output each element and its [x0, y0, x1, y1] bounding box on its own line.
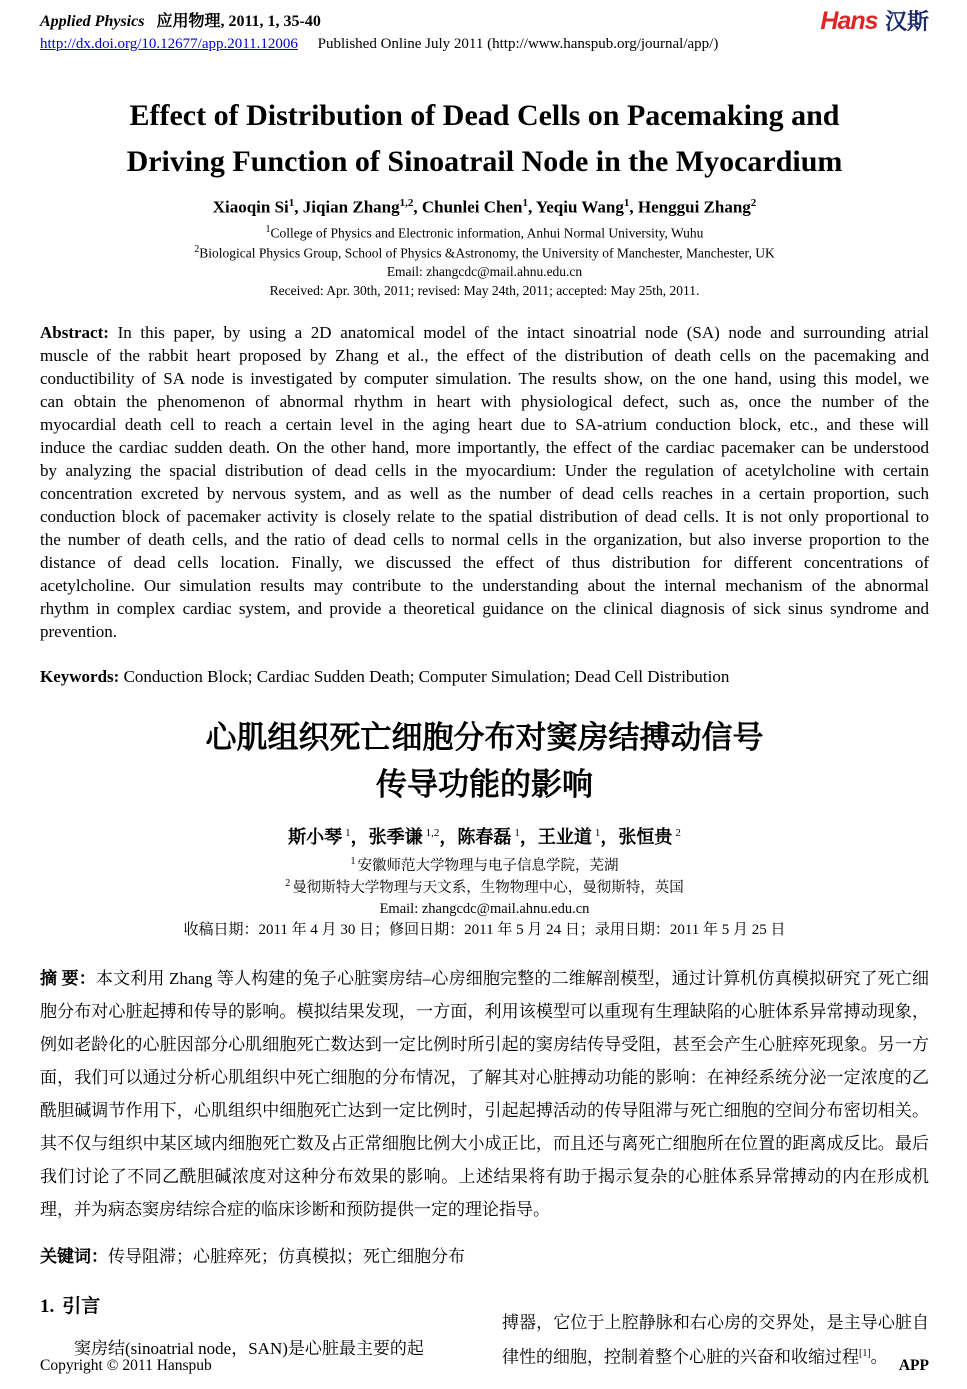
authors-en	[40, 197, 929, 218]
author-name: Xiaoqin Si	[212, 197, 289, 217]
affiliation-line	[40, 243, 929, 263]
hans-logo-cjk: 汉斯	[884, 9, 929, 34]
affiliation-text: 曼彻斯特大学物理与天文系，生物物理中心，曼彻斯特，英国	[292, 880, 684, 897]
affiliation-marker: 2	[285, 878, 291, 890]
paper-title-en	[40, 93, 929, 184]
author-affil-marker: 1,2	[425, 827, 440, 840]
author-affil-marker: 1	[594, 827, 601, 840]
affiliation-marker: 2	[194, 243, 200, 255]
author-separator: ，	[439, 827, 458, 848]
affiliations-en	[40, 223, 929, 301]
paper-title-cn	[40, 715, 929, 808]
section-heading	[40, 1291, 472, 1318]
author-separator: ，	[600, 827, 619, 848]
hans-logo	[820, 5, 929, 36]
author-affil-marker: 2	[750, 197, 757, 210]
doi-link[interactable]: http://dx.doi.org/10.12677/app.2011.12006	[40, 36, 298, 52]
author-separator: ，	[350, 827, 369, 848]
cn-keywords-label: 关键词：	[40, 1246, 108, 1266]
author-name: 王业道	[537, 827, 592, 848]
author-affil-marker: 1	[288, 197, 295, 210]
abstract-text: In this paper, by using a 2D anatomical model of the intact sinoatrial node (SA) node and surrounding atrial muscle of the rabbit heart proposed by Zhang et al., the effect of the distribution of death cells on the pacemaking and conductibility of SA node is investigated by computer simulation. The results show, on the one hand, using this model, we can obtain the phenomenon of abnormal rhythm in heart with physiological defect, such as, once the number of the myocardial death cell to reach a certain level in the aging heart due to SA-atrium conduction block, etc., and these will induce the cardiac sudden death. On the other hand, more importantly, the effect of the cardiac pacemaker can be understood by analyzing the spacial distribution of dead cells in the myocardium: Under the regulation of acetylcholine with certain concentration excreted by nervous system, and as well as the number of dead cells reaches in a certain proportion, such conduction block of pacemaker activity is closely relate to the spatial distribution of dead cells. It is not only proportional to the number of death cells, and the ratio of dead cells to normal cells in the organization, but also inverse proportion to the distance of dead cells location. Finally, we discussed the effect of thus distribution for different concentrations of acetylcholine. Our simulation results may contribute to the understanding about the internal mechanism of the abnormal rhythm in complex cardiac system, and provide a theoretical guidance on the clinical diagnosis of sick sinus syndrome and prevention.	[40, 323, 929, 642]
email-line: Email: zhangcdc@mail.ahnu.edu.cn	[386, 264, 583, 280]
affiliation-line	[40, 223, 929, 243]
author-affil-marker: 2	[675, 827, 681, 840]
affiliation-line	[40, 855, 929, 877]
published-info: Published Online July 2011 (http://www.hanspub.org/journal/app/)	[317, 36, 719, 52]
author-separator: ,	[294, 197, 303, 217]
affiliation-line	[40, 877, 929, 899]
doi-line	[40, 36, 929, 53]
affiliation-marker: 1	[265, 223, 271, 235]
keywords-text: Conduction Block; Cardiac Sudden Death; Computer Simulation; Dead Cell Distribution	[123, 667, 730, 687]
author-name: 斯小琴	[288, 827, 343, 848]
author-affil-marker: 1	[514, 827, 520, 840]
author-separator: ,	[527, 197, 536, 217]
paper-title-line2: Driving Function of Sinoatrail Node in the Myocardium	[126, 144, 843, 178]
author-separator: ，	[519, 827, 538, 848]
intro-paragraph-left: 窦房结(sinoatrial node，SAN)是心脏最主要的起	[74, 1338, 424, 1358]
abstract-cn	[40, 962, 929, 1226]
email-line: Email: zhangcdc@mail.ahnu.edu.cn	[379, 901, 590, 918]
keywords-cn	[40, 1242, 929, 1267]
author-separator: ,	[629, 197, 638, 217]
author-affil-marker: 1	[522, 197, 528, 210]
author-name: 陈春磊	[457, 827, 512, 848]
intro-right-end: 。	[870, 1347, 888, 1367]
author-name: 张恒贵	[618, 827, 673, 848]
section-title: 引言	[62, 1295, 101, 1317]
cn-abstract-label: 摘 要：	[40, 968, 96, 988]
journal-name: Applied Physics	[40, 13, 145, 30]
keywords-en	[40, 667, 929, 687]
affiliation-text: Biological Physics Group, School of Physics &Astronomy, the University of Manchester, Manchester, UK	[199, 245, 775, 261]
affiliation-text: 安徽师范大学物理与电子信息学院，芜湖	[357, 858, 619, 875]
intro-right-text: 搏器，它位于上腔静脉和右心房的交界处，是主导心脏自律性的细胞，控制着整个心脏的兴奋和收缩过程	[502, 1312, 929, 1367]
hans-logo-latin: Hans	[820, 7, 878, 35]
abstract-label: Abstract:	[40, 323, 109, 343]
footer-page-label: APP	[898, 1357, 929, 1374]
journal-issue-info: 应用物理, 2011, 1, 35-40	[156, 13, 321, 30]
author-name: Yeqiu Wang	[535, 197, 624, 217]
cn-keywords-text: 传导阻滞；心脏瘁死；仿真模拟；死亡细胞分布	[108, 1246, 465, 1266]
affiliations-cn	[40, 855, 929, 941]
abstract-en	[40, 321, 929, 643]
keywords-label: Keywords:	[40, 667, 120, 687]
journal-header-line	[40, 8, 929, 31]
author-affil-marker: 1	[623, 197, 630, 210]
section-number: 1.	[40, 1295, 55, 1317]
affiliation-marker: 1	[350, 856, 356, 868]
author-name: Chunlei Chen	[421, 197, 523, 217]
cn-abstract-text: 本文利用 Zhang 等人构建的兔子心脏窦房结–心房细胞完整的二维解剖模型，通过计算机仿真模拟研究了死亡细胞分布对心脏起搏和传导的影响。模拟结果发现，一方面，利用该模型可以重现有生理缺陷的心脏体系异常搏动现象，例如老龄化的心脏因部分心肌细胞死亡数达到一定比例时所引起的窦房结传导受阻，甚至会产生心脏瘁死现象。另一方面，我们可以通过分析心肌组织中死亡细胞的分布情况，了解其对心脏搏动功能的影响：在神经系统分泌一定浓度的乙酰胆碱调节作用下，心肌组织中细胞死亡达到一定比例时，引起起搏活动的传导阻滞与死亡细胞的空间分布密切相关。其不仅与组织中某区域内细胞死亡数及占正常细胞比例大小成正比，而且还与离死亡细胞所在位置的距离成反比。最后我们讨论了不同乙酰胆碱浓度对这种分布效果的影响。上述结果将有助于揭示复杂的心脏体系异常搏动的内在形成机理，并为病态窦房结综合症的临床诊断和预防提供一定的理论指导。	[40, 968, 929, 1219]
author-name: 张季谦	[368, 827, 423, 848]
cn-title-line1: 心肌组织死亡细胞分布对窦房结搏动信号	[205, 720, 764, 756]
author-affil-marker: 1,2	[399, 197, 414, 210]
author-name: Jiqian Zhang	[302, 197, 400, 217]
reference-marker: [1]	[859, 1347, 871, 1359]
received-line: Received: Apr. 30th, 2011; revised: May 24th, 2011; accepted: May 25th, 2011.	[269, 282, 700, 298]
author-name: Henggui Zhang	[637, 197, 751, 217]
author-affil-marker: 1	[345, 827, 351, 840]
affiliation-text: College of Physics and Electronic information, Anhui Normal University, Wuhu	[270, 225, 704, 241]
page-footer	[40, 1357, 929, 1375]
footer-copyright: Copyright © 2011 Hanspub	[40, 1357, 212, 1374]
author-separator: ,	[413, 197, 422, 217]
cn-title-line2: 传导功能的影响	[376, 766, 593, 802]
paper-title-line1: Effect of Distribution of Dead Cells on Pacemaking and	[129, 99, 840, 132]
dates-line: 收稿日期：2011 年 4 月 30 日；修回日期：2011 年 5 月 24 日；录用日期：2011 年 5 月 25 日	[183, 922, 786, 939]
authors-cn	[40, 823, 929, 849]
